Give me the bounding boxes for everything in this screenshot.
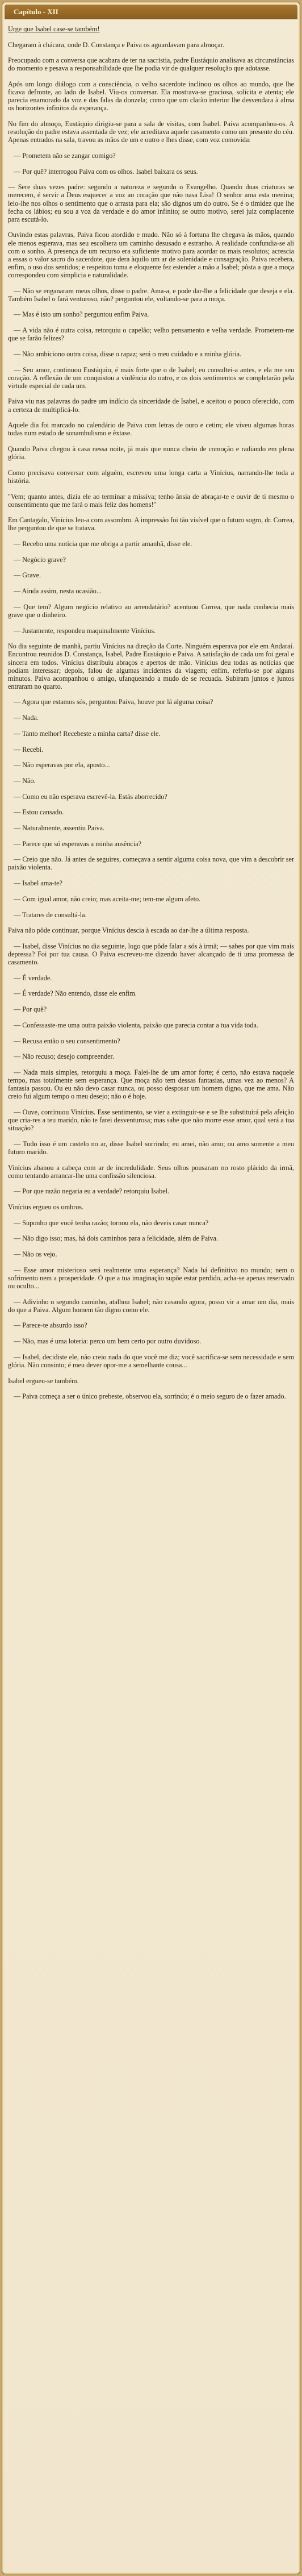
dialog-paragraph: — Ainda assim, nesta ocasião...	[14, 587, 102, 596]
dialog-paragraph: — Por quê? interrogou Paiva com os olhos. Isabel baixara os seus.	[14, 167, 198, 176]
dialog-paragraph: — Negócio grave?	[14, 555, 66, 564]
dialog-paragraph: — Recusa então o seu consentimento?	[14, 1037, 120, 1045]
dialog-paragraph: — Paiva começa a ser o único prebeste, observou ela, sorrindo; é o meio seguro de o fazer amado.	[14, 1392, 286, 1401]
text-paragraph: Preocupado com a conversa que acabara de ter na sacristia, padre Eustáquio analisava as circunstâncias do momento e pesava a responsabilidade que lhe podia vir de qualquer resolução que adotasse.	[8, 56, 294, 73]
dialog-paragraph: — Por que razão negaria eu a verdade? retorquiu Isabel.	[14, 1187, 170, 1196]
dialog-paragraph: — Como eu não esperava escrevê-la. Estás aborrecido?	[14, 792, 167, 801]
text-paragraph: Como precisava conversar com alguém, escreveu uma longa carta a Vinícius, narrando-lhe toda a história.	[8, 468, 294, 485]
dialog-paragraph: — Mas é isto um sonho? perguntou enfim Paiva.	[14, 310, 149, 319]
chapter-title: Capítulo - XII	[14, 7, 58, 16]
dialog-paragraph: — Não digo isso; mas, há dois caminhos para a felicidade, além de Paiva.	[14, 1234, 219, 1243]
chapter-header	[5, 5, 297, 19]
dialog-paragraph: — Justamente, respondeu maquinalmente Vinícius.	[14, 626, 156, 635]
text-paragraph: Ouvindo estas palavras, Paiva ficou atordido e mudo. Não só à fortuna lhe chegava às mãos, quando ele menos esperava, mas seu escolhera um caminho desusado e estranho. A realidade confundia-se ali com o sonho. A presença de um recurso era suficiente motivo para acordar os mais resolutos; acrescia a essas o valor sacro do sacerdote, que dera àquilo um ar de solenidade e consagração. Paiva recebera, enfim, o uso dos sentidos; e respeitou toma e eloquente fez estender a mão a Isabel; pôsta a que a moça correspondeu com simplicia e naturalidade.	[8, 231, 294, 279]
dialog-paragraph: — Adivinho o segundo caminho, atalhou Isabel; não casando agora, posso vir a amar um dia, mais do que a Paiva. Algum homem tão digno como ele.	[8, 1297, 294, 1314]
lead-line: Urge que Isabel case-se também!	[8, 25, 100, 33]
dialog-paragraph: — Nada mais simples, retorquiu a moça. Falei-lhe de um amor forte; é certo, não estava naquele tempo, mas totalmente sem esperança. Que moça não tem dessas fantasias, umas vez ao menos? A fantasia passou. Ou eu não devo casar nunca, ou posso desposar um homem digno, que me ama. Não creio fui algum tempo o meu desejo; não o é hoje.	[8, 1068, 294, 1101]
text-paragraph: Aquele dia foi marcado no calendário de Paiva com letras de ouro e cetim; ele viveu algumas horas todas num estado de sonambulismo e êxtase.	[8, 421, 294, 438]
dialog-paragraph: — Agora que estamos sós, perguntou Paiva, houve por lá alguma coisa?	[14, 698, 213, 706]
dialog-paragraph: — Creio que não. Já antes de seguires, começava a sentir alguma coisa nova, que vim a descobrir ser paixão violenta.	[8, 855, 294, 872]
dialog-paragraph: — Confessaste-me uma outra paixão violenta, paixão que parecia contar a tua vida toda.	[14, 1021, 258, 1029]
dialog-paragraph: — Isabel, decidiste ele, não creio nada do que você me diz; você sacrifica-se sem necessidade e sem glória. Não consinto; é meu dever opor-me a semelhante cousa...	[8, 1352, 294, 1369]
dialog-paragraph: — Não os vejo.	[14, 1250, 57, 1259]
dialog-paragraph: — Recebi.	[14, 745, 44, 754]
dialog-paragraph: — Naturalmente, assentiu Paiva.	[14, 823, 105, 832]
dialog-paragraph: — Não recuso; desejo compreender.	[14, 1052, 114, 1061]
dialog-paragraph: — Isabel, disse Vinícius no dia seguinte, logo que pôde falar a sós à irmã; — sabes por que vim mais depressa? Foi por tua causa. O Paiva escreveu-me dizendo haver alcançado de ti uma promessa de casamento.	[8, 942, 294, 967]
dialog-paragraph: — Suponho que você tenha razão; tornou ela, não deveis casar nunca?	[14, 1218, 209, 1227]
dialog-paragraph: — Não ambiciono outra coisa, disse o rapaz; será o meu cuidado e a minha glória.	[14, 349, 242, 358]
text-paragraph: "Vem; quanto antes, dizia ele ao terminar a missiva; tenho ânsia de abraçar-te e ouvir de ti mesmo o consentimento que me fará o mais feliz dos homens!"	[8, 492, 294, 509]
dialog-paragraph: — Por quê?	[14, 1005, 47, 1014]
text-paragraph: — Sere duas vezes padre: segundo a natureza e segundo o Evangelho. Quando duas criaturas se merecem, é servir a Deus esquecer a voz ao coração que não nasa Lisa! O senhor ama esta menina; leio-lhe nos olhos o sentimento que o arrasta para ela; são dignos um do outro. Se é o timidez que lhe fecha os lábios; eu sou a voz da verdade e do amor infinito; se outro motivo, serei juiz complacente para escutá-lo.	[8, 183, 294, 223]
dialog-paragraph: — Tudo isso é um castelo no ar, disse Isabel sorrindo; eu amei, não amo; ou amo somente a meu futuro marido.	[8, 1139, 294, 1156]
dialog-paragraph: — Esse amor misterioso será realmente uma esperança? Nada há definitivo no mundo; nem o sofrimento nem a prosperidade. O que a tua imaginação supõe estar perdido, acha-se apenas reservado ou oculto...	[8, 1266, 294, 1290]
dialog-paragraph: — É verdade? Não entendo, disse ele enfim.	[14, 989, 137, 998]
text-paragraph: No dia seguinte de manhã, partiu Vinícius na direção da Corte. Ninguém esperava por ele em Andaraí. Encontrou reunidos D. Constança, Isabel, Padre Eustáquio e Paiva. A satisfação de cada um foi geral e sincera em todos. Vinícius distribuiu abraços e apertos de mão. Vinícius deu todas as notícias que podiam interessar; depois, falou de algumas incidentes da viagem; enfim, referiu-se por alguns minutos. Paiva acompanhou o amigo, ufanqueando a mudo de se recuada. Subiram juntos e juntos entraram no quarto.	[8, 642, 294, 690]
dialog-paragraph: — Prometem não se zangar comigo?	[14, 152, 116, 160]
dialog-paragraph: — Parece-te absurdo isso?	[14, 1321, 87, 1330]
dialog-paragraph: — Isabel ama-te?	[14, 879, 62, 888]
dialog-paragraph: — Ouve, continuou Vinícius. Esse sentimento, se vier a extinguir-se e se lhe substituirá pela afeição que cria-res a teu marido, não te farei desventurosa; mas sabe que não morre esse amor, qual será a tua situação?	[8, 1108, 294, 1133]
text-paragraph: Quando Paiva chegou à casa nessa noite, já mais que nunca cheio de comoção e radiando em plena glória.	[8, 444, 294, 461]
text-paragraph: No fim do almoço, Eustáquio dirigiu-se para a sala de visitas, com Isabel. Paiva acompanhou-os. A resolução do padre estava assentada de vez; ele acreditava aquele casamento como um presente do céu. Apenas entrados na sala, travou as mãos de um e outro e lhes disse, com voz comovida:	[8, 120, 294, 144]
dialog-paragraph: — Nada.	[14, 714, 39, 722]
dialog-paragraph: — Não.	[14, 776, 36, 785]
text-paragraph: Vinícius abanou a cabeça com ar de incredulidade. Seus olhos pousaram no rosto plácido da irmã, como tentando arrancar-lhe uma confissão silenciosa.	[8, 1163, 294, 1180]
dialog-paragraph: — Tanto melhor! Recebeste a minha carta? disse ele.	[14, 729, 161, 738]
dialog-paragraph: — Seu amor, continuou Eustáquio, é mais forte que o de Isabel; eu consultei-a antes, e ela me seu coração. A reflexão de um conquistou a violência do outro, e os dois sentimentos se completarão pela virtude especial de cada um.	[8, 365, 294, 390]
text-paragraph: Após um longo diálogo com a consciência, o velho sacerdote inclinou os olhos ao mundo, que lhe ficava defronte, ao lado de Isabel. Viu-os conversar. Ela mostrava-se graciosa, solícita e atenta; ele parecia enamorado da voz e das falas da donzela; como que um clarão interior lhe desvendara à alma os horizontes infinitos da esperança.	[8, 80, 294, 113]
dialog-paragraph: — Recebo uma notícia que me obriga a partir amanhã, disse ele.	[14, 540, 192, 548]
dialog-paragraph: — Que tem? Algum negócio relativo ao arrendatário? acentuou Correa, que nada conhecia mais grave que o dinheiro.	[8, 602, 294, 619]
text-paragraph: Paiva viu nas palavras do padre um indício da sinceridade de Isabel, e aceitou o pouco oferecido, com a certeza de multiplicá-lo.	[8, 397, 294, 414]
dialog-paragraph: — Grave.	[14, 571, 41, 580]
dialog-paragraph: — Estou cansado.	[14, 808, 64, 817]
dialog-paragraph: — Não, mas é uma loteria: perco um bem certo por outro duvidoso.	[14, 1337, 202, 1346]
dialog-paragraph: — Não se enganaram meus olhos, disse o padre. Ama-a, e pode dar-lhe a felicidade que deseja e ela. Também Isabel o fará venturoso, não? perguntou ele, voltando-se para a moça.	[8, 286, 294, 303]
text-paragraph: Vinícius ergueu os ombros.	[8, 1202, 84, 1211]
content-panel	[2, 2, 300, 2574]
text-paragraph: Em Cantagalo, Vinícius leu-a com assombro. A impressão foi tão visível que o futuro sogro, dr. Correa, lhe perguntou de que se tratava.	[8, 516, 294, 532]
dialog-paragraph: — Parece que só esperavas a minha ausência?	[14, 839, 142, 848]
text-paragraph: Isabel ergueu-se também.	[8, 1376, 79, 1385]
dialog-paragraph: — É verdade.	[14, 973, 52, 982]
dialog-paragraph: — Tratares de consultá-la.	[14, 910, 87, 919]
text-paragraph: Chegaram à chácara, onde D. Constança e Paiva os aguardavam para almoçar.	[8, 40, 225, 49]
dialog-paragraph: — A vida não é outra coisa, retorquiu o capelão; velho pensamento e velha verdade. Prometem-me que se farão felizes?	[8, 326, 294, 343]
text-paragraph: Paiva não pôde continuar, porque Vinícius descia à escada ao dar-lhe a última resposta.	[8, 926, 249, 935]
dialog-paragraph: — Com igual amor, não creio; mas aceita-me; tem-me algum afeto.	[14, 894, 201, 903]
dialog-paragraph: — Não esperavas por ela, aposto...	[14, 761, 110, 769]
chapter-text	[8, 25, 294, 2567]
